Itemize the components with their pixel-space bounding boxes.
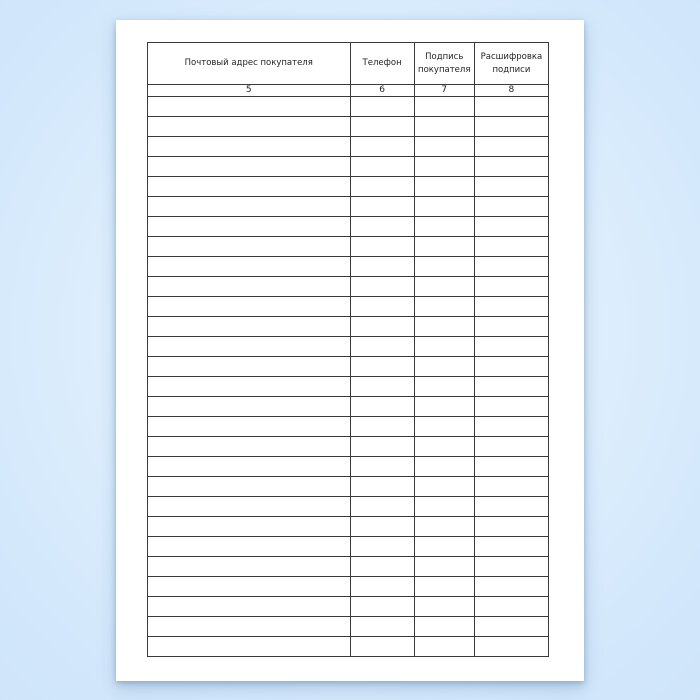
table-cell: [350, 297, 414, 317]
table-cell: [414, 137, 474, 157]
table-cell: [414, 377, 474, 397]
table-cell: [350, 397, 414, 417]
table-cell: [414, 177, 474, 197]
table-header-row: [148, 43, 549, 85]
column-number-cell: 5: [148, 85, 351, 97]
table-cell: [414, 97, 474, 117]
table-cell: [350, 177, 414, 197]
table-cell: [148, 257, 351, 277]
table-cell: [414, 477, 474, 497]
table-cell: [474, 197, 548, 217]
table-row: [148, 177, 549, 197]
table-cell: [350, 597, 414, 617]
header-cell-signature-transcript: Расшифровка подписи: [474, 43, 548, 85]
table-cell: [350, 637, 414, 657]
column-number-cell: 6: [350, 85, 414, 97]
table-cell: [474, 397, 548, 417]
table-cell: [474, 457, 548, 477]
table-cell: [148, 497, 351, 517]
table-cell: [148, 197, 351, 217]
table-row: [148, 517, 549, 537]
table-row: [148, 597, 549, 617]
table-cell: [148, 297, 351, 317]
table-cell: [474, 497, 548, 517]
table-cell: [474, 317, 548, 337]
table-cell: [148, 557, 351, 577]
table-cell: [474, 477, 548, 497]
table-row: [148, 537, 549, 557]
table-cell: [414, 537, 474, 557]
blank-rows-body: [148, 97, 549, 657]
table-cell: [350, 477, 414, 497]
table-cell: [350, 257, 414, 277]
table-cell: [474, 517, 548, 537]
table-row: [148, 477, 549, 497]
table-cell: [474, 577, 548, 597]
table-cell: [350, 457, 414, 477]
table-cell: [474, 377, 548, 397]
table-cell: [148, 237, 351, 257]
table-cell: [148, 397, 351, 417]
table-cell: [474, 217, 548, 237]
table-cell: [414, 437, 474, 457]
document-page: [116, 20, 584, 681]
table-cell: [148, 437, 351, 457]
table-cell: [474, 637, 548, 657]
table-cell: [414, 617, 474, 637]
table-row: [148, 497, 549, 517]
table-cell: [148, 517, 351, 537]
table-row: [148, 577, 549, 597]
table-row: [148, 297, 549, 317]
table-cell: [414, 557, 474, 577]
table-row: [148, 457, 549, 477]
table-cell: [350, 377, 414, 397]
table-cell: [474, 297, 548, 317]
table-cell: [148, 277, 351, 297]
table-cell: [414, 597, 474, 617]
table-cell: [350, 437, 414, 457]
header-cell-phone: Телефон: [350, 43, 414, 85]
table-cell: [474, 117, 548, 137]
table-cell: [350, 337, 414, 357]
table-cell: [350, 237, 414, 257]
table-cell: [414, 357, 474, 377]
table-cell: [148, 137, 351, 157]
table-row: [148, 157, 549, 177]
table-cell: [414, 157, 474, 177]
table-cell: [414, 277, 474, 297]
table-cell: [148, 577, 351, 597]
table-row: [148, 197, 549, 217]
table-cell: [350, 357, 414, 377]
table-row: [148, 617, 549, 637]
table-cell: [350, 557, 414, 577]
table-cell: [148, 417, 351, 437]
table-cell: [414, 317, 474, 337]
table-cell: [474, 537, 548, 557]
table-row: [148, 417, 549, 437]
table-cell: [474, 597, 548, 617]
table-row: [148, 337, 549, 357]
table-row: [148, 137, 549, 157]
table-cell: [474, 437, 548, 457]
table-cell: [350, 137, 414, 157]
table-cell: [148, 177, 351, 197]
table-row: [148, 317, 549, 337]
table-cell: [148, 617, 351, 637]
table-row: [148, 237, 549, 257]
table-cell: [350, 517, 414, 537]
table-cell: [474, 617, 548, 637]
buyer-register-table: [147, 42, 549, 657]
table-cell: [350, 617, 414, 637]
column-number-row: [148, 85, 549, 97]
table-cell: [414, 117, 474, 137]
column-number-cell: 8: [474, 85, 548, 97]
table-cell: [414, 237, 474, 257]
table-cell: [350, 197, 414, 217]
table-row: [148, 637, 549, 657]
table-cell: [148, 377, 351, 397]
table-cell: [474, 237, 548, 257]
table-cell: [414, 497, 474, 517]
table-cell: [148, 357, 351, 377]
table-cell: [414, 457, 474, 477]
table-row: [148, 397, 549, 417]
table-cell: [414, 417, 474, 437]
table-cell: [148, 217, 351, 237]
table-row: [148, 377, 549, 397]
table-cell: [148, 537, 351, 557]
table-row: [148, 557, 549, 577]
table-cell: [414, 337, 474, 357]
table-cell: [474, 97, 548, 117]
table-cell: [148, 637, 351, 657]
table-cell: [474, 277, 548, 297]
table-cell: [414, 297, 474, 317]
table-cell: [350, 117, 414, 137]
table-cell: [350, 577, 414, 597]
table-cell: [350, 417, 414, 437]
table-cell: [474, 157, 548, 177]
table-cell: [474, 417, 548, 437]
table-cell: [414, 637, 474, 657]
table-row: [148, 257, 549, 277]
table-cell: [350, 317, 414, 337]
table-cell: [350, 497, 414, 517]
header-cell-buyer-signature: Подпись покупателя: [414, 43, 474, 85]
table-row: [148, 357, 549, 377]
table-row: [148, 217, 549, 237]
table-cell: [148, 317, 351, 337]
table-cell: [148, 597, 351, 617]
table-row: [148, 277, 549, 297]
table-row: [148, 97, 549, 117]
table-cell: [474, 257, 548, 277]
table-row: [148, 117, 549, 137]
table-cell: [350, 97, 414, 117]
table-cell: [474, 337, 548, 357]
table-cell: [414, 257, 474, 277]
table-cell: [148, 457, 351, 477]
table-cell: [350, 277, 414, 297]
table-cell: [414, 397, 474, 417]
table-cell: [350, 537, 414, 557]
table-row: [148, 437, 549, 457]
table-cell: [414, 577, 474, 597]
table-cell: [148, 157, 351, 177]
table-cell: [474, 137, 548, 157]
table-cell: [474, 357, 548, 377]
table-cell: [148, 477, 351, 497]
table-cell: [474, 177, 548, 197]
table-cell: [148, 337, 351, 357]
table-cell: [474, 557, 548, 577]
table-cell: [350, 157, 414, 177]
table-cell: [414, 217, 474, 237]
table-cell: [148, 97, 351, 117]
table-cell: [148, 117, 351, 137]
table-cell: [350, 217, 414, 237]
column-number-cell: 7: [414, 85, 474, 97]
table-cell: [414, 517, 474, 537]
table-cell: [414, 197, 474, 217]
header-cell-postal-address: Почтовый адрес покупателя: [148, 43, 351, 85]
